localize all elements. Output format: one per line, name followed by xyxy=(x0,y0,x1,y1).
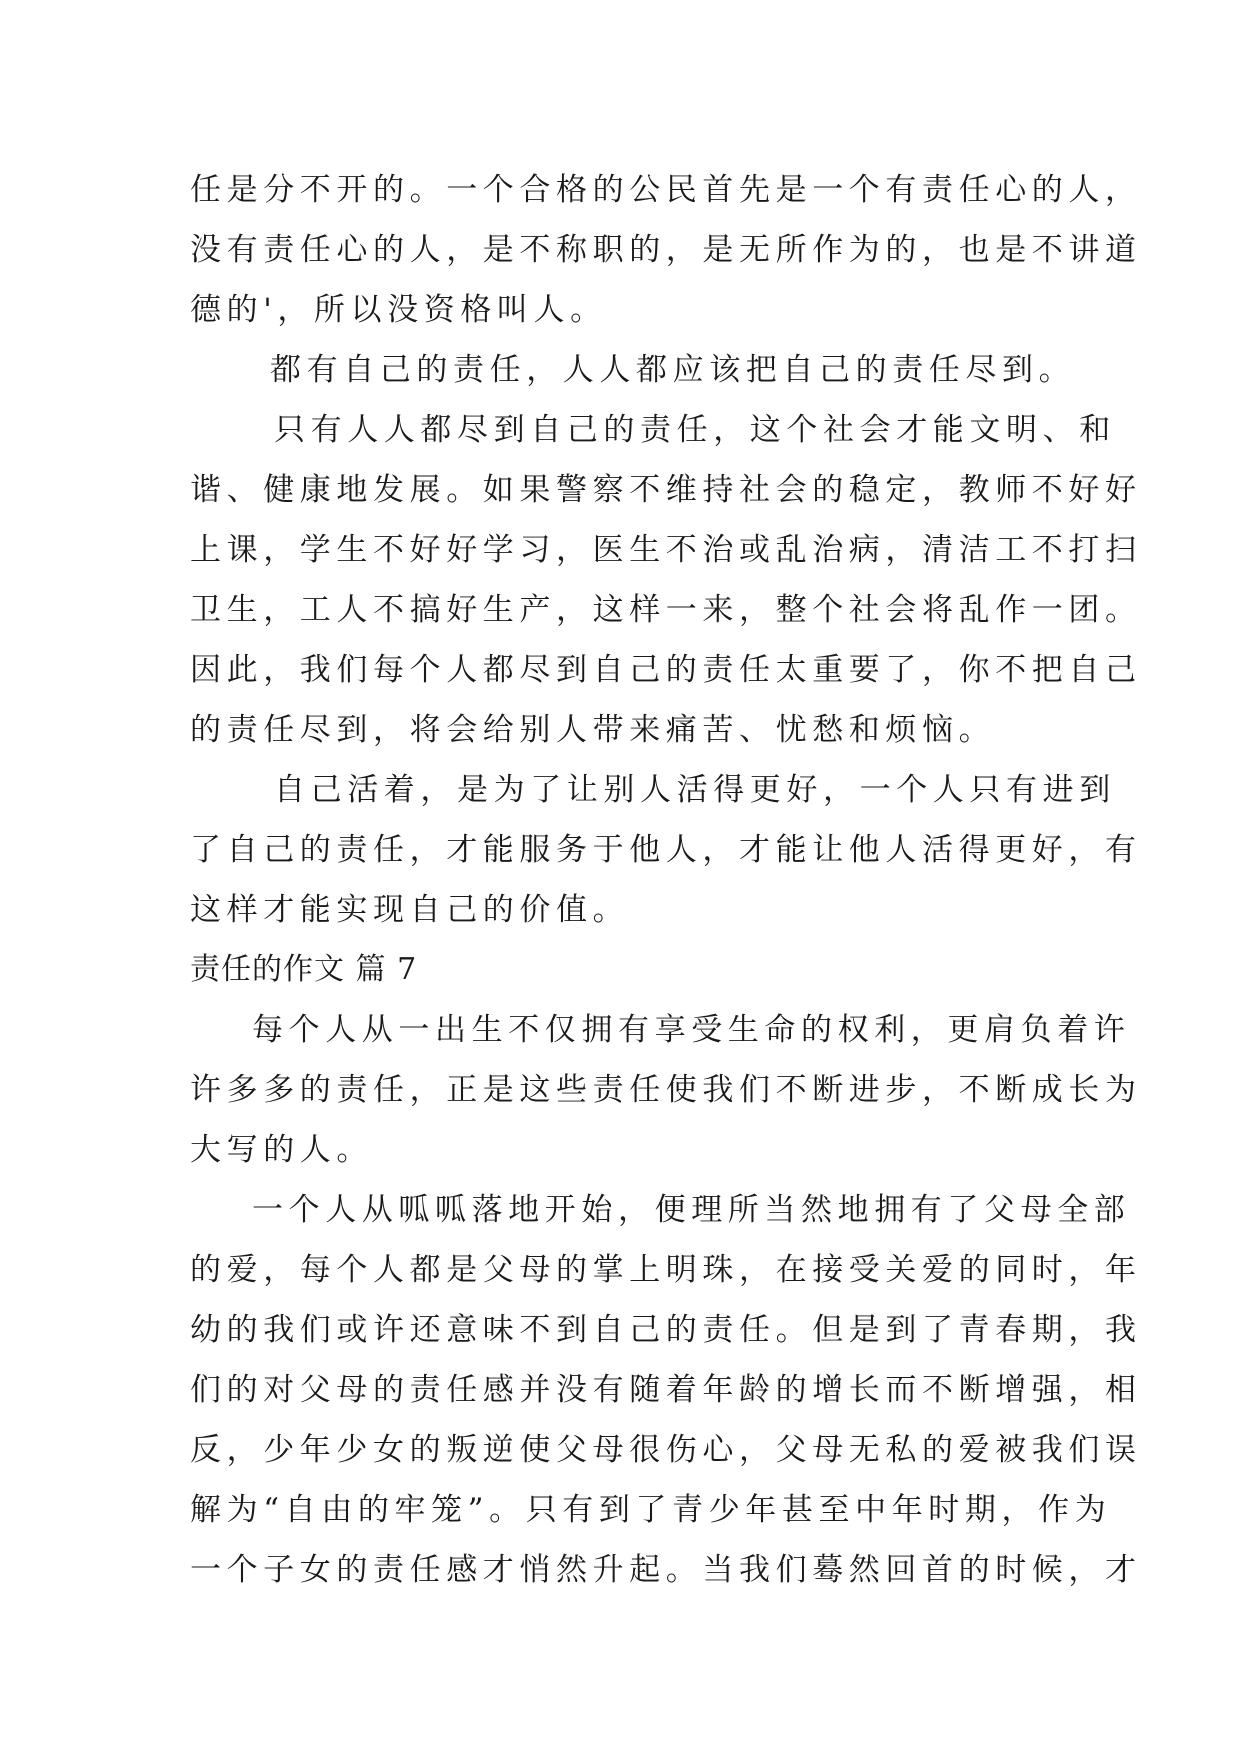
text-line: 幼的我们或许还意味不到自己的责任。但是到了青春期，我 xyxy=(190,1312,1142,1348)
text-line: 的责任尽到，将会给别人带来痛苦、忧愁和烦恼。 xyxy=(190,712,996,748)
text-line: 卫生，工人不搞好生产，这样一来，整个社会将乱作一团。 xyxy=(190,592,1142,628)
text-line: 每个人从一出生不仅拥有享受生命的权利，更肩负着许 xyxy=(252,1012,1131,1048)
text-line: 反，少年少女的叛逆使父母很伤心，父母无私的爱被我们误 xyxy=(190,1432,1142,1468)
document-body xyxy=(190,160,1142,1600)
paragraph-4 xyxy=(190,760,1142,940)
text-line: 的爱，每个人都是父母的掌上明珠，在接受关爱的同时，年 xyxy=(190,1252,1142,1288)
text-line: 因此，我们每个人都尽到自己的责任太重要了，你不把自己 xyxy=(190,652,1142,688)
text-line: 都有自己的责任，人人都应该把自己的责任尽到。 xyxy=(270,352,1076,388)
text-line: 谐、健康地发展。如果警察不维持社会的稳定，教师不好好 xyxy=(190,472,1142,508)
text-line: 们的对父母的责任感并没有随着年龄的增长而不断增强，相 xyxy=(190,1372,1142,1408)
paragraph-6 xyxy=(190,1180,1142,1600)
text-line: 大写的人。 xyxy=(190,1132,373,1168)
paragraph-2 xyxy=(190,340,1076,400)
text-line: 一个人从呱呱落地开始，便理所当然地拥有了父母全部 xyxy=(252,1192,1131,1228)
text-line: 没有责任心的人，是不称职的，是无所作为的，也是不讲道 xyxy=(190,232,1142,268)
text-line: 一个子女的责任感才悄然升起。当我们蓦然回首的时候，才 xyxy=(190,1552,1142,1588)
text-line: 解为“自由的牢笼”。只有到了青少年甚至中年时期，作为 xyxy=(190,1492,1112,1528)
text-line: 上课，学生不好好学习，医生不治或乱治病，清洁工不打扫 xyxy=(190,532,1142,568)
text-line: 自己活着，是为了让别人活得更好，一个人只有进到 xyxy=(274,772,1116,808)
text-line: 只有人人都尽到自己的责任，这个社会才能文明、和 xyxy=(274,412,1116,448)
text-line: 任是分不开的。一个合格的公民首先是一个有责任心的人， xyxy=(190,172,1142,208)
text-line: 许多多的责任，正是这些责任使我们不断进步，不断成长为 xyxy=(190,1072,1142,1108)
text-line: 德的'，所以没资格叫人。 xyxy=(190,292,607,328)
section-heading: 责任的作文 篇 7 xyxy=(190,952,418,987)
text-line: 这样才能实现自己的价值。 xyxy=(190,892,630,928)
text-line: 了自己的责任，才能服务于他人，才能让他人活得更好，有 xyxy=(190,832,1142,868)
paragraph-1 xyxy=(190,160,1142,340)
paragraph-5 xyxy=(190,1000,1142,1180)
paragraph-3 xyxy=(190,400,1142,760)
